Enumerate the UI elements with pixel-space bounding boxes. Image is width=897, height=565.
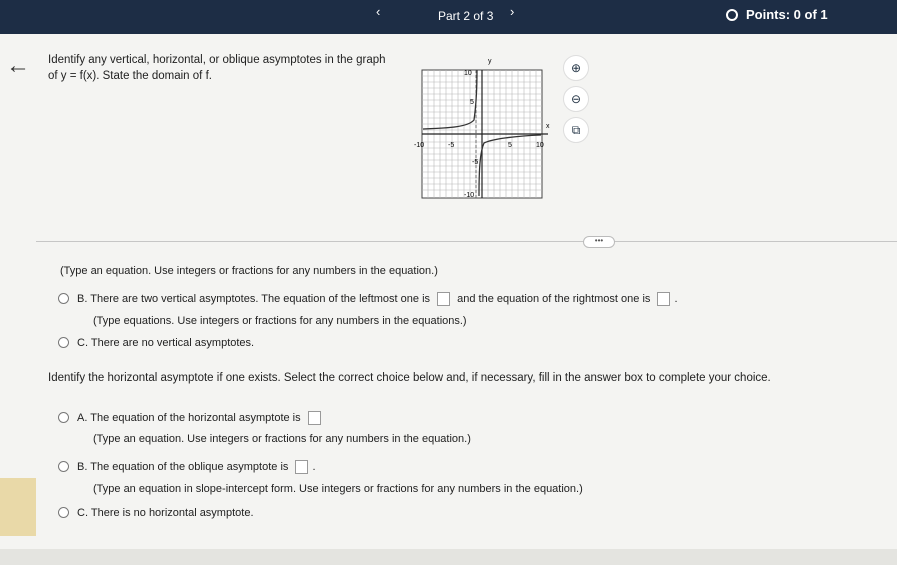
y-tick-neg10: -10: [464, 192, 475, 199]
popout-button[interactable]: [563, 117, 589, 143]
x-tick-5: 5: [508, 142, 512, 149]
vertical-choice-b-radio[interactable]: [58, 293, 69, 304]
zoom-out-button[interactable]: [563, 86, 589, 112]
vertical-choice-c: [77, 336, 254, 350]
horizontal-asymptote-prompt: Identify the horizontal asymptote if one exists. Select the correct choice below and, if necessary, fill in the answer box to complete your choice.: [48, 372, 771, 384]
horizontal-choice-b-radio[interactable]: [58, 461, 69, 472]
zoom-in-icon: ⊕: [570, 61, 582, 75]
vertical-choice-b-mid-text: and the equation of the rightmost one is: [457, 293, 651, 305]
left-bottom-accent: [0, 478, 36, 536]
horizontal-choice-a-radio[interactable]: [58, 412, 69, 423]
y-tick-5: 5: [470, 99, 474, 106]
horizontal-choice-a-letter: A.: [77, 412, 88, 424]
vertical-choice-b-text: There are two vertical asymptotes. The equation of the leftmost one is: [90, 293, 431, 305]
leftmost-vertical-answer-box[interactable]: [437, 292, 450, 306]
horizontal-choice-a: [77, 411, 325, 425]
points-display: [726, 7, 828, 22]
y-tick-neg5: -5: [472, 159, 479, 166]
horizontal-choice-b-letter: B.: [77, 461, 88, 473]
back-arrow-icon[interactable]: ←: [6, 52, 30, 79]
vertical-choice-b: [77, 292, 678, 306]
y-tick-10: 10: [464, 70, 472, 77]
points-text: Points: 0 of 1: [746, 7, 828, 22]
horizontal-asymptote-answer-box[interactable]: [308, 411, 321, 425]
rightmost-vertical-answer-box[interactable]: [657, 292, 670, 306]
function-graph: [400, 54, 550, 204]
vertical-choice-b-note: (Type equations. Use integers or fractions for any numbers in the equations.): [93, 315, 467, 327]
horizontal-choice-b-note: (Type an equation in slope-intercept form. Use integers or fractions for any numbers in the equation.): [93, 483, 583, 495]
horizontal-choice-b-text: The equation of the oblique asymptote is: [90, 461, 289, 473]
horizontal-choice-c-radio[interactable]: [58, 507, 69, 518]
horizontal-choice-c: [77, 506, 254, 520]
popout-icon: ⧉: [571, 122, 581, 137]
vertical-choice-c-letter: C.: [77, 337, 88, 349]
section-divider: [36, 241, 897, 242]
x-tick-neg10: -10: [414, 142, 425, 149]
x-tick-10: 10: [536, 142, 544, 149]
vertical-choice-c-radio[interactable]: [58, 337, 69, 348]
horizontal-choice-a-note: (Type an equation. Use integers or fractions for any numbers in the equation.): [93, 433, 471, 445]
question-text: Identify any vertical, horizontal, or oblique asymptotes in the graph of y = f(x). State the domain of f.: [48, 54, 386, 82]
vertical-instruction: (Type an equation. Use integers or fractions for any numbers in the equation.): [60, 265, 438, 277]
vertical-choice-c-text: There are no vertical asymptotes.: [90, 337, 255, 349]
horizontal-choice-c-text: There is no horizontal asymptote.: [90, 507, 254, 519]
horizontal-choice-c-letter: C.: [77, 507, 88, 519]
x-tick-neg5: -5: [448, 142, 455, 149]
next-part-button[interactable]: ›: [510, 4, 515, 19]
points-ring-icon: [726, 9, 738, 21]
horizontal-choice-a-text: The equation of the horizontal asymptote is: [90, 412, 301, 424]
oblique-asymptote-answer-box[interactable]: [295, 460, 308, 474]
top-bar: [0, 0, 897, 34]
x-axis-label: x: [546, 123, 550, 130]
bottom-edge: [0, 549, 897, 565]
zoom-out-icon: ⊖: [570, 92, 582, 106]
horizontal-choice-b-period: .: [312, 461, 316, 473]
previous-part-button[interactable]: ‹: [376, 4, 381, 19]
vertical-choice-b-period: .: [674, 293, 678, 305]
zoom-in-button[interactable]: [563, 55, 589, 81]
more-options-button[interactable]: •••: [583, 236, 615, 248]
y-axis-label: y: [488, 58, 492, 65]
vertical-choice-b-letter: B.: [77, 293, 88, 305]
part-indicator: Part 2 of 3: [438, 9, 494, 23]
horizontal-choice-b: [77, 460, 316, 474]
